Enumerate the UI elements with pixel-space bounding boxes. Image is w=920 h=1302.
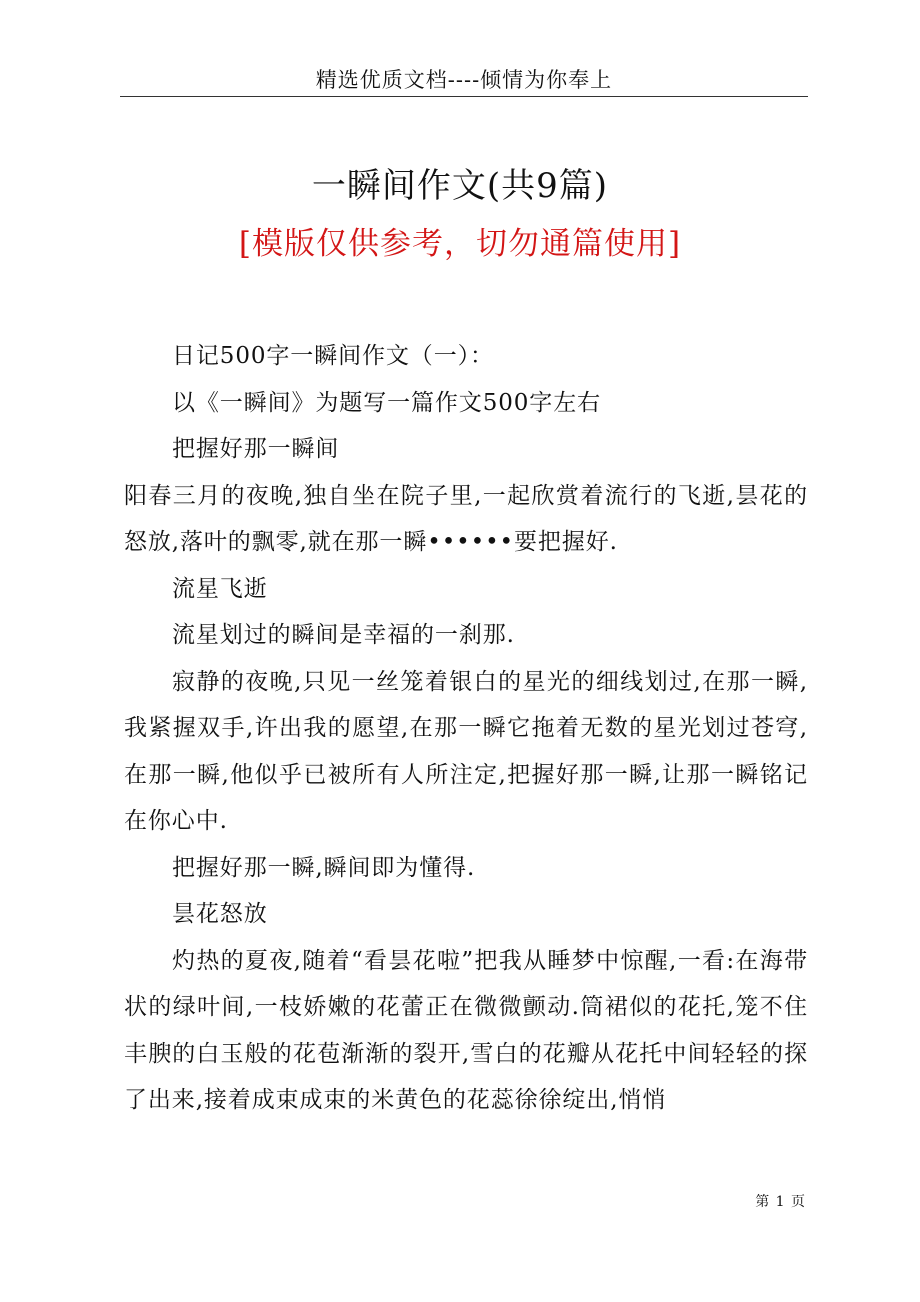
page-header: 精选优质文档----倾情为你奉上 [315, 68, 613, 92]
paragraph: 以《一瞬间》为题写一篇作文500字左右 [172, 389, 601, 416]
paragraph: 流星划过的瞬间是幸福的一刹那. [172, 622, 515, 648]
section-heading: 昙花怒放 [172, 901, 268, 927]
section-heading: 流星飞逝 [172, 575, 268, 602]
header-divider [120, 96, 808, 97]
paragraph: 寂静的夜晚,只见一丝笼着银白的星光的细线划过,在那一瞬,我紧握双手,许出我的愿望,在那一瞬它拖着无数的星光划过苍穹,在那一瞬,他似乎已被所有人所注定,把握好那一瞬,让那一瞬铭记在你心中. [124, 668, 808, 834]
paragraph: 阳春三月的夜晚,独自坐在院子里,一起欣赏着流行的飞逝,昙花的怒放,落叶的飘零,就在那一瞬••••••要把握好. [124, 482, 808, 555]
template-notice: [模版仅供参考，切勿通篇使用] [238, 226, 682, 262]
document-title: 一瞬间作文(共9篇) [311, 166, 609, 206]
page-number: 第 1 页 [755, 1194, 806, 1210]
paragraph: 灼热的夏夜,随着“看昙花啦”把我从睡梦中惊醒,一看:在海带状的绿叶间,一枝娇嫩的花蕾正在微微颤动.筒裙似的花托,笼不住丰腴的白玉般的花苞渐渐的裂开,雪白的花瓣从花托中间轻轻的探了出来,接着成束成束的米黄色的花蕊徐徐绽出,悄悄 [124, 947, 808, 1113]
paragraph: 把握好那一瞬,瞬间即为懂得. [172, 854, 476, 881]
section-heading: 把握好那一瞬间 [172, 436, 340, 462]
paragraph: 日记500字一瞬间作文（一）： [172, 343, 494, 369]
document-body [124, 333, 808, 1124]
